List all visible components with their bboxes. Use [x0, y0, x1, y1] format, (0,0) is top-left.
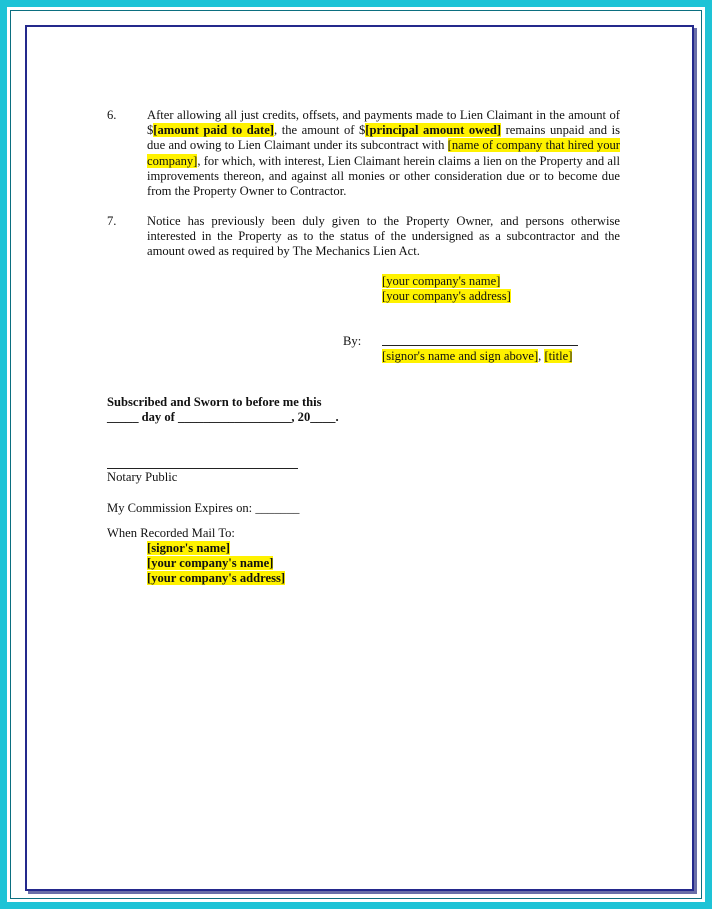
- paragraph-6-number: 6.: [107, 108, 117, 122]
- mail-to-company-address: [your company's address]: [147, 571, 286, 586]
- field-principal-owed: [principal amount owed]: [365, 123, 502, 138]
- signer-separator: ,: [538, 349, 545, 363]
- signer-title-field: [title]: [544, 349, 573, 363]
- claimant-company-address: [your company's address]: [382, 289, 511, 304]
- field-hiring-company: [name of company that hired your company]: [147, 138, 620, 168]
- paragraph-6-part-1: After allowing all just credits, offsets, and payments made to Lien Claimant in the amount of $: [147, 108, 620, 138]
- paragraph-6-part-3: remains unpaid and is due and owing to Lien Claimant under its subcontract with: [147, 123, 620, 153]
- paragraph-7-text: Notice has previously been duly given to the Property Owner, and persons otherwise interested in the Property as to the status of the undersigned as a subcontractor and the amount owed as required by The Mechanics Lien Act.: [147, 214, 620, 259]
- claimant-company-name: [your company's name]: [382, 274, 501, 288]
- document-content: [27, 27, 692, 889]
- signer-name-field: [signor's name and sign above]: [382, 349, 539, 363]
- mail-to-block: [147, 541, 285, 587]
- paragraph-6-part-4: , for which, with interest, Lien Claimant herein claims a lien on the Property and all improvements thereon, and against all monies or other consideration due or to become due from the Property Owner to Contractor.: [147, 153, 620, 199]
- mail-to-label: When Recorded Mail To:: [107, 526, 235, 540]
- jurat-line-1: Subscribed and Sworn to before me this: [107, 395, 322, 409]
- jurat-line-2: _____ day of __________________, 20____.: [107, 410, 339, 424]
- claimant-block: [382, 274, 511, 304]
- paragraph-6-part-2: , the amount of $: [274, 123, 366, 138]
- notary-public-label: Notary Public: [107, 470, 178, 484]
- signer-block: [382, 349, 572, 364]
- signature-line: [382, 332, 578, 350]
- field-amount-paid: [amount paid to date]: [153, 123, 274, 138]
- by-label: By:: [343, 334, 362, 348]
- paragraph-6-text: [147, 108, 620, 199]
- commission-expires: My Commission Expires on: _______: [107, 501, 300, 515]
- paragraph-7-number: 7.: [107, 214, 117, 228]
- document-page: [25, 25, 694, 891]
- mail-to-signor-name: [signor's name]: [147, 541, 230, 555]
- mail-to-company-name: [your company's name]: [147, 556, 274, 571]
